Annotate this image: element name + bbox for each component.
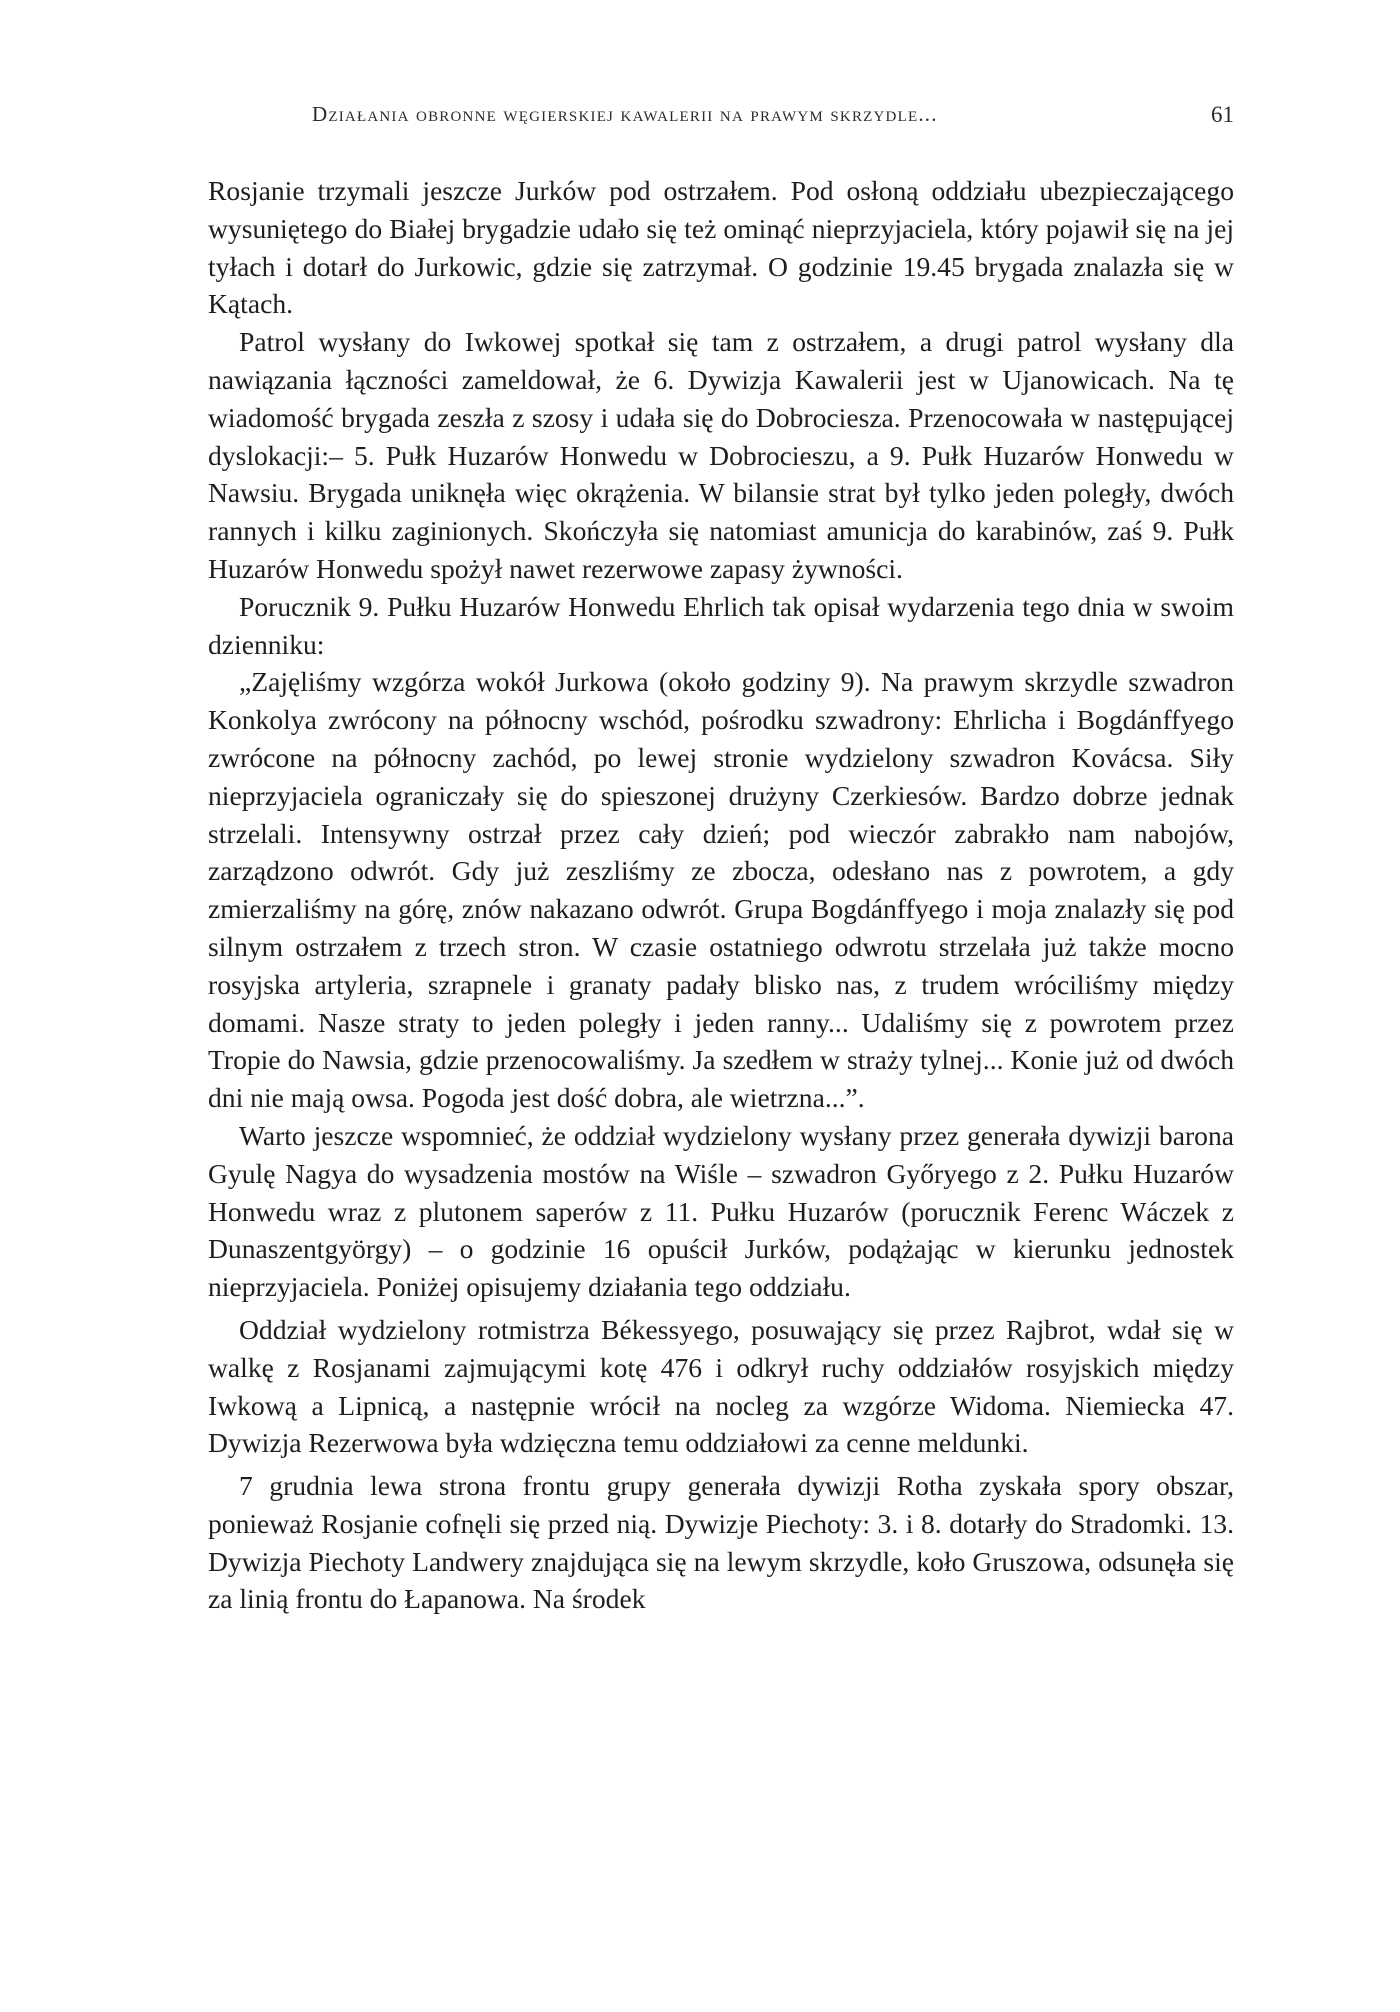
paragraph: Warto jeszcze wspomnieć, że oddział wydzielony wysłany przez generała dywizji barona Gyulę Nagya do wysadzenia mostów na Wiśle – szwadron Győryego z 2. Pułku Huzarów Honwedu wraz z plutonem saperów z 11. Pułku Huzarów (porucznik Ferenc Wáczek z Dunaszentgyörgy) – o godzinie 16 opuścił Jurków, podążając w kierunku jednostek nieprzyjaciela. Poniżej opisujemy działania tego oddziału. (208, 1119, 1234, 1303)
page-number: 61 (1211, 102, 1234, 127)
paragraph: Porucznik 9. Pułku Huzarów Honwedu Ehrlich tak opisał wydarzenia tego dnia w swoim dzienniku: (208, 590, 1234, 660)
paragraph: Patrol wysłany do Iwkowej spotkał się tam z ostrzałem, a drugi patrol wysłany dla nawiązania łączności zameldował, że 6. Dywizja Kawalerii jest w Ujanowicach. Na tę wiadomość brygada zeszła z szosy i udała się do Dobrociesza. Przenocowała w następującej dyslokacji:– 5. Pułk Huzarów Honwedu w Dobrocieszu, a 9. Pułk Huzarów Honwedu w Nawsiu. Brygada uniknęła więc okrążenia. W bilansie strat był tylko jeden poległy, dwóch rannych i kilku zaginionych. Skończyła się natomiast amunicja do karabinów, zaś 9. Pułk Huzarów Honwedu spożył nawet rezerwowe zapasy żywności. (208, 326, 1234, 584)
body-text (208, 172, 1234, 1618)
quoted-diary-paragraph: „Zajęliśmy wzgórza wokół Jurkowa (około godziny 9). Na prawym skrzydle szwadron Konkolya zwrócony na północny wschód, pośrodku szwadrony: Ehrlicha i Bogdánffyego zwrócone na północny zachód, po lewej stronie wydzielony szwadron Kovácsa. Siły nieprzyjaciela ograniczały się do spieszonej drużyny Czerkiesów. Bardzo dobrze jednak strzelali. Intensywny ostrzał przez cały dzień; pod wieczór zabrakło nam nabojów, zarządzono odwrót. Gdy już zeszliśmy ze zbocza, odesłano nas z powrotem, a gdy zmierzaliśmy na górę, znów nakazano odwrót. Grupa Bogdánffyego i moja znalazły się pod silnym ostrzałem z trzech stron. W czasie ostatniego odwrotu strzelała już także mocno rosyjska artyleria, szrapnele i granaty padały blisko nas, z trudem wróciliśmy między domami. Nasze straty to jeden poległy i jeden ranny... Udaliśmy się z powrotem przez Tropie do Nawsia, gdzie przenocowaliśmy. Ja szedłem w straży tylnej... Konie już od dwóch dni nie mają owsa. Pogoda jest dość dobra, ale wietrzna...”. (208, 666, 1234, 1114)
paragraph: 7 grudnia lewa strona frontu grupy generała dywizji Rotha zyskała spory obszar, ponieważ Rosjanie cofnęli się przed nią. Dywizje Piechoty: 3. i 8. dotarły do Stradomki. 13. Dywizja Piechoty Landwery znajdująca się na lewym skrzydle, koło Gruszowa, odsunęła się za linią frontu do Łapanowa. Na środek (208, 1470, 1234, 1615)
page-header (208, 102, 1234, 138)
paragraph: Oddział wydzielony rotmistrza Békessyego, posuwający się przez Rajbrot, wdał się w walkę z Rosjanami zajmującymi kotę 476 i odkrył ruchy oddziałów rosyjskich między Iwkową a Lipnicą, a następnie wrócił na nocleg za wzgórze Widoma. Niemiecka 47. Dywizja Rezerwowa była wdzięczna temu oddziałowi za cenne meldunki. (208, 1313, 1234, 1459)
paragraph: Rosjanie trzymali jeszcze Jurków pod ostrzałem. Pod osłoną oddziału ubezpieczającego wysuniętego do Białej brygadzie udało się też ominąć nieprzyjaciela, który pojawił się na jej tyłach i dotarł do Jurkowic, gdzie się zatrzymał. O godzinie 19.45 brygada znalazła się w Kątach. (208, 175, 1234, 320)
running-title: Działania obronne węgierskiej kawalerii na prawym skrzydle... (312, 102, 938, 126)
